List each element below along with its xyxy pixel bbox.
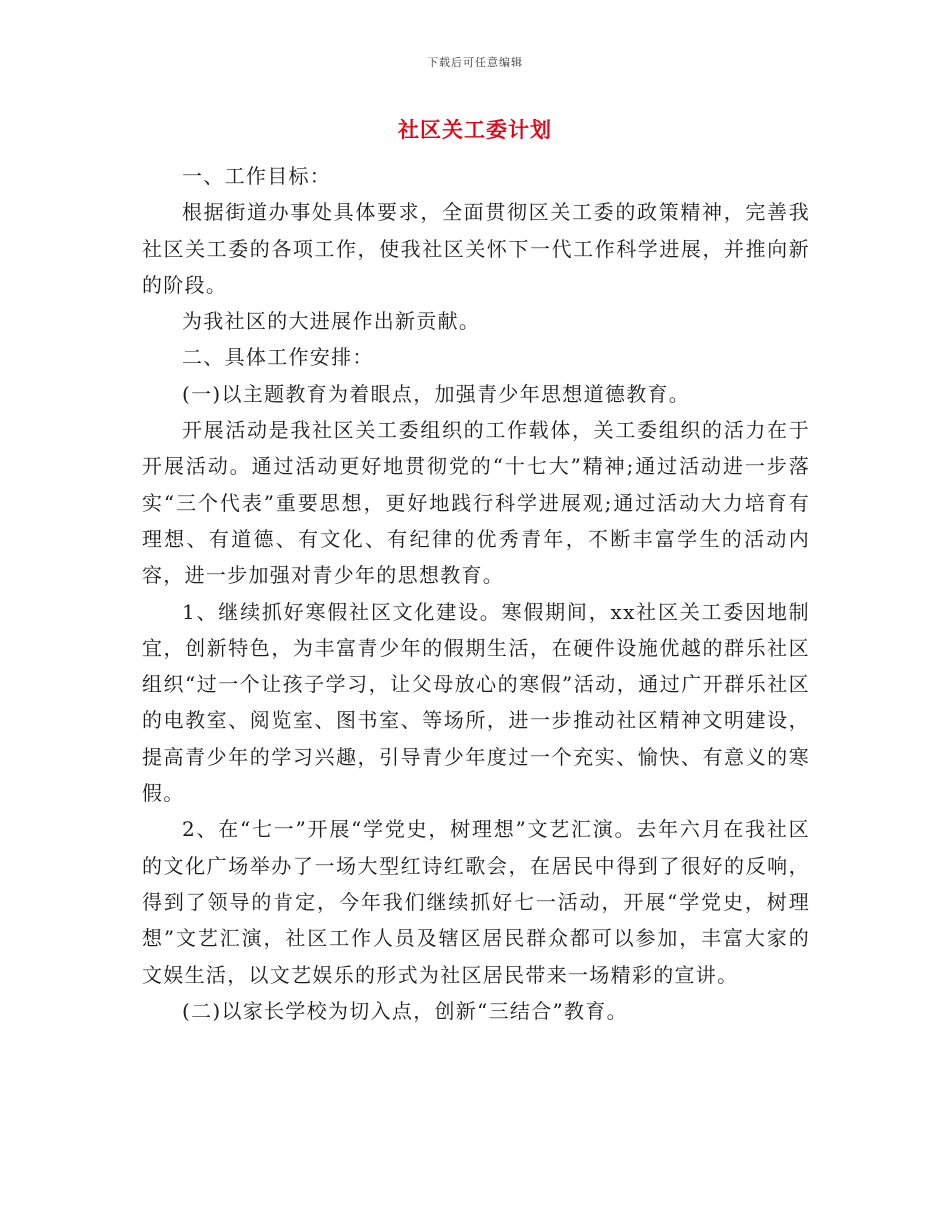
- subsection-heading-1: (一)以主题教育为着眼点，加强青少年思想道德教育。: [182, 381, 691, 406]
- section-heading-goals: 一、工作目标：: [182, 164, 332, 188]
- paragraph: 根据街道办事处具体要求，全面贯彻区关工委的政策精神，完善我社区关工委的各项工作，使我社区关怀下一代工作科学进展，并推向新的阶段。: [142, 200, 810, 297]
- document-title: 社区关工委计划: [398, 117, 552, 142]
- document-body: [142, 158, 810, 1029]
- paragraph: 2、在“七一”开展“学党史，树理想”文艺汇演。去年六月在我社区的文化广场举办了一场大型红诗红歌会，在居民中得到了很好的反响，得到了领导的肯定，今年我们继续抓好七一活动，开展“学党史，树理想”文艺汇演，社区工作人员及辖区居民群众都可以参加，丰富大家的文娱生活，以文艺娱乐的形式为社区居民带来一场精彩的宣讲。: [142, 817, 810, 987]
- section-heading-arrangements: 二、具体工作安排：: [182, 345, 374, 370]
- paragraph: 开展活动是我社区关工委组织的工作载体，关工委组织的活力在于开展活动。通过活动更好地贯彻党的“十七大”精神;通过活动进一步落实“三个代表”重要思想，更好地践行科学进展观;通过活动大力培育有理想、有道德、有文化、有纪律的优秀青年，不断丰富学生的活动内容，进一步加强对青少年的思想教育。: [142, 418, 810, 588]
- paragraph: 为我社区的大进展作出新贡献。: [182, 309, 481, 334]
- subsection-heading-2: (二)以家长学校为切入点，创新“三结合”教育。: [182, 998, 628, 1023]
- header-note: 下载后可任意编辑: [427, 56, 523, 69]
- paragraph: 1、继续抓好寒假社区文化建设。寒假期间，xx社区关工委因地制宜，创新特色，为丰富青少年的假期生活，在硬件设施优越的群乐社区组织“过一个让孩子学习，让父母放心的寒假”活动，通过广开群乐社区的电教室、阅览室、图书室、等场所，进一步推动社区精神文明建设，提高青少年的学习兴趣，引导青少年度过一个充实、愉快、有意义的寒假。: [142, 599, 810, 806]
